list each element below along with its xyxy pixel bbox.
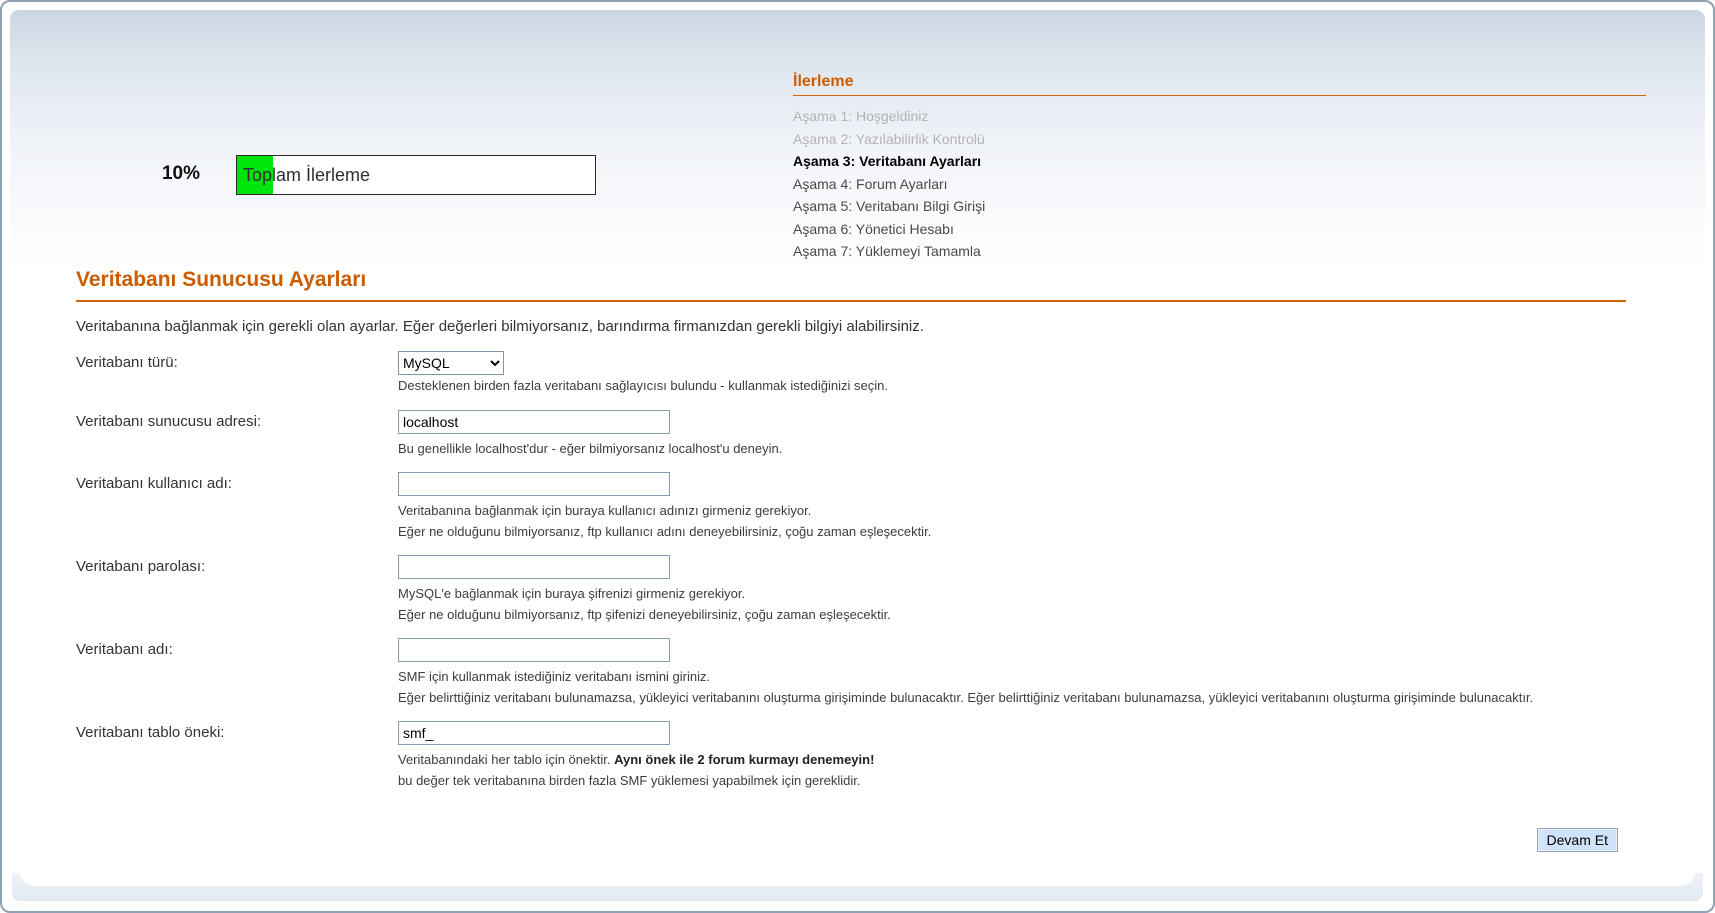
table-prefix-helper-1: Veritabanındaki her tablo için önektir. Aynı önek ile 2 forum kurmayı denemeyin!	[398, 752, 875, 767]
steps-panel	[793, 73, 1646, 263]
steps-panel-title: İlerleme	[793, 73, 1646, 96]
database-username-helper-2: Eğer ne olduğunu bilmiyorsanız, ftp kullanıcı adını deneyebilirsiniz, çoğu zaman eşleşecektir.	[398, 523, 932, 539]
form-row-database-name	[76, 638, 1626, 707]
step-item-6: Aşama 6: Yönetici Hesabı	[793, 220, 954, 237]
installer-panel	[10, 10, 1705, 903]
database-type-helper: Desteklenen birden fazla veritabanı sağlayıcısı bulundu - kullanmak istediğinizi seçin.	[398, 378, 888, 393]
table-prefix-label: Veritabanı tablo öneki:	[76, 724, 225, 741]
server-address-input[interactable]	[398, 410, 670, 434]
database-name-label: Veritabanı adı:	[76, 641, 173, 658]
step-item-4: Aşama 4: Forum Ayarları	[793, 175, 948, 192]
database-name-helper-1: SMF için kullanmak istediğiniz veritabanı ismini giriniz.	[398, 669, 711, 684]
database-type-label: Veritabanı türü:	[76, 354, 178, 371]
server-address-helper: Bu genellikle localhost'dur - eğer bilmiyorsanız localhost'u deneyin.	[398, 440, 783, 456]
table-prefix-helper-2: bu değer tek veritabanına birden fazla SMF yüklemesi yapabilmek için gereklidir.	[398, 772, 861, 788]
form-row-database-password	[76, 555, 1626, 624]
progress-bar	[236, 155, 596, 195]
database-username-input[interactable]	[398, 472, 670, 496]
database-password-helper-2: Eğer ne olduğunu bilmiyorsanız, ftp şifenizi deneyebilirsiniz, çoğu zaman eşleşecektir.	[398, 606, 891, 622]
intro-text: Veritabanına bağlanmak için gerekli olan ayarlar. Eğer değerleri bilmiyorsanız, barındırma firmanızdan gerekli bilgiyi alabilirsiniz.	[76, 318, 924, 335]
server-address-label: Veritabanı sunucusu adresi:	[76, 412, 262, 430]
main-content	[76, 268, 1626, 852]
button-row	[76, 828, 1626, 852]
database-name-helper-2: Eğer belirttiğiniz veritabanı bulunamazsa, yükleyici veritabanını oluşturma girişiminde bulunacaktır. Eğer belirttiğiniz veritabanı bulunamazsa, yükleyici veritabanını oluşturma girişiminde bulunacaktır.	[398, 689, 1534, 705]
database-password-label: Veritabanı parolası:	[76, 558, 206, 575]
form-row-database-type	[76, 351, 1626, 396]
step-item-1: Aşama 1: Hoşgeldiniz	[793, 108, 929, 124]
step-item-2: Aşama 2: Yazılabilirlik Kontrolü	[793, 130, 985, 147]
table-prefix-warning: Aynı önek ile 2 forum kurmayı denemeyin!	[614, 752, 875, 767]
step-item-3: Aşama 3: Veritabanı Ayarları	[793, 153, 982, 169]
continue-button[interactable]: Devam Et	[1537, 828, 1618, 852]
database-username-helper-1: Veritabanına bağlanmak için buraya kullanıcı adınızı girmeniz gerekiyor.	[398, 503, 812, 518]
database-type-select[interactable]	[398, 351, 504, 375]
database-name-input[interactable]	[398, 638, 670, 662]
database-password-helper-1: MySQL'e bağlanmak için buraya şifrenizi girmeniz gerekiyor.	[398, 586, 746, 601]
panel-footer	[12, 873, 1703, 901]
progress-bar-label: Toplam İlerleme	[243, 164, 371, 185]
progress-percent: 10%	[161, 163, 200, 184]
form-row-table-prefix	[76, 721, 1626, 790]
steps-list	[793, 105, 1646, 263]
database-username-label: Veritabanı kullanıcı adı:	[76, 475, 232, 492]
form-row-server-address	[76, 410, 1626, 459]
table-prefix-input[interactable]	[398, 721, 670, 745]
database-settings-form	[76, 351, 1626, 852]
form-row-database-username	[76, 472, 1626, 541]
step-item-5: Aşama 5: Veritabanı Bilgi Girişi	[793, 198, 986, 214]
database-password-input[interactable]	[398, 555, 670, 579]
step-item-7: Aşama 7: Yüklemeyi Tamamla	[793, 243, 981, 259]
page-title: Veritabanı Sunucusu Ayarları	[76, 268, 1626, 302]
